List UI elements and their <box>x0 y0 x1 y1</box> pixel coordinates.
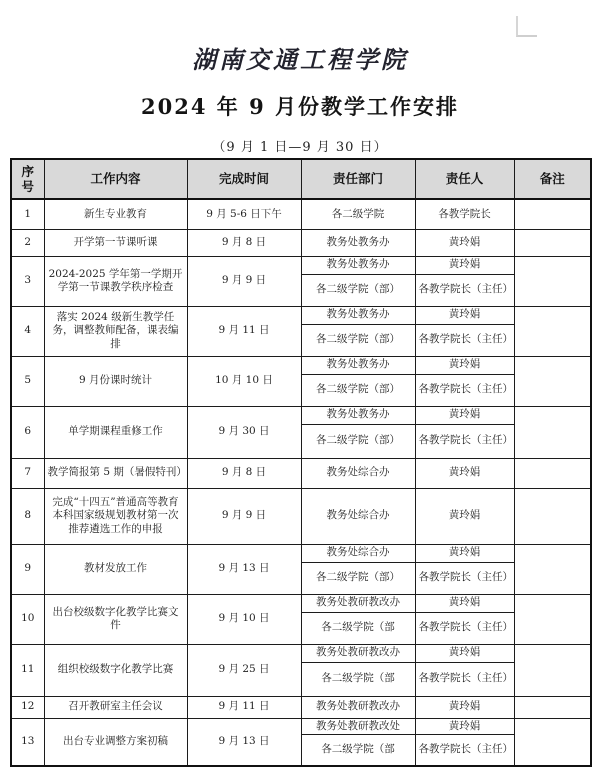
cell-remark <box>514 256 591 306</box>
table-row <box>11 544 591 562</box>
cell-person: 黄玲娟 <box>415 718 514 734</box>
cell-person: 黄玲娟 <box>415 406 514 424</box>
cell-content: 出台专业调整方案初稿 <box>44 718 187 766</box>
cell-dept: 各二级学院（部 <box>301 734 415 766</box>
table-row <box>11 488 591 544</box>
cell-content: 出台校级数字化教学比赛文件 <box>44 594 187 644</box>
cell-remark <box>514 458 591 488</box>
cell-dept: 教务处综合办 <box>301 458 415 488</box>
cell-deadline: 9 月 10 日 <box>187 594 301 644</box>
cell-dept: 教务处教务办 <box>301 356 415 374</box>
cell-person: 各教学院长（主任） <box>415 274 514 306</box>
cell-dept: 教务处教研教改处 <box>301 718 415 734</box>
cell-dept: 各二级学院（部） <box>301 562 415 594</box>
cell-person: 黄玲娟 <box>415 256 514 274</box>
col-header-deadline: 完成时间 <box>187 159 301 199</box>
cell-content: 教学简报第 5 期（暑假特刊） <box>44 458 187 488</box>
cell-remark <box>514 644 591 696</box>
cell-dept: 教务处教研教改办 <box>301 644 415 662</box>
cell-dept: 教务处教务办 <box>301 306 415 324</box>
cell-deadline: 9 月 11 日 <box>187 696 301 718</box>
cell-content: 开学第一节课听课 <box>44 229 187 256</box>
col-header-content: 工作内容 <box>44 159 187 199</box>
cell-content: 9 月份课时统计 <box>44 356 187 406</box>
cell-deadline: 9 月 13 日 <box>187 544 301 594</box>
cell-person: 各教学院长（主任） <box>415 324 514 356</box>
cell-content: 单学期课程重修工作 <box>44 406 187 458</box>
cell-person: 各教学院长（主任） <box>415 662 514 696</box>
cell-dept: 各二级学院（部 <box>301 662 415 696</box>
cell-content: 召开教研室主任会议 <box>44 696 187 718</box>
cell-person: 各教学院长（主任） <box>415 612 514 644</box>
cell-no: 13 <box>11 718 44 766</box>
table-row <box>11 256 591 274</box>
cell-no: 6 <box>11 406 44 458</box>
cell-deadline: 9 月 30 日 <box>187 406 301 458</box>
schedule-table <box>10 158 592 767</box>
table-row <box>11 229 591 256</box>
table-row <box>11 644 591 662</box>
cell-deadline: 9 月 9 日 <box>187 488 301 544</box>
table-body <box>11 199 591 766</box>
cell-no: 3 <box>11 256 44 306</box>
cell-person: 黄玲娟 <box>415 306 514 324</box>
table-row <box>11 356 591 374</box>
cell-dept: 教务处综合办 <box>301 488 415 544</box>
school-name: 湖南交通工程学院 <box>192 45 408 74</box>
table-row <box>11 458 591 488</box>
cell-person: 各教学院长 <box>415 199 514 229</box>
cell-dept: 教务处综合办 <box>301 544 415 562</box>
cell-dept: 教务处教研教改办 <box>301 594 415 612</box>
cell-deadline: 9 月 8 日 <box>187 458 301 488</box>
header-row <box>11 159 591 199</box>
cell-remark <box>514 488 591 544</box>
cell-no: 12 <box>11 696 44 718</box>
cell-person: 各教学院长（主任） <box>415 562 514 594</box>
cell-person: 黄玲娟 <box>415 229 514 256</box>
table-row <box>11 306 591 324</box>
cell-person: 各教学院长（主任） <box>415 424 514 458</box>
col-header-no: 序号 <box>11 159 44 199</box>
cell-person: 黄玲娟 <box>415 488 514 544</box>
cell-content: 教材发放工作 <box>44 544 187 594</box>
cell-dept: 各二级学院（部） <box>301 424 415 458</box>
cell-dept: 各二级学院 <box>301 199 415 229</box>
cell-person: 黄玲娟 <box>415 356 514 374</box>
cell-deadline: 9 月 8 日 <box>187 229 301 256</box>
cell-no: 10 <box>11 594 44 644</box>
table-row <box>11 594 591 612</box>
cell-remark <box>514 229 591 256</box>
cell-remark <box>514 718 591 766</box>
document-header <box>0 0 600 155</box>
table-row <box>11 696 591 718</box>
cell-remark <box>514 406 591 458</box>
cell-remark <box>514 306 591 356</box>
cell-deadline: 10 月 10 日 <box>187 356 301 406</box>
cell-content: 完成“十四五”普通高等教育本科国家级规划教材第一次推荐遴选工作的申报 <box>44 488 187 544</box>
cell-deadline: 9 月 9 日 <box>187 256 301 306</box>
cell-dept: 教务处教务办 <box>301 229 415 256</box>
cell-dept: 教务处教务办 <box>301 256 415 274</box>
cell-no: 8 <box>11 488 44 544</box>
cell-dept: 各二级学院（部 <box>301 612 415 644</box>
cell-person: 黄玲娟 <box>415 696 514 718</box>
cell-person: 黄玲娟 <box>415 644 514 662</box>
table-row <box>11 718 591 734</box>
cell-content: 2024-2025 学年第一学期开学第一节课教学秩序检查 <box>44 256 187 306</box>
col-header-remark: 备注 <box>514 159 591 199</box>
table-row <box>11 199 591 229</box>
cell-person: 黄玲娟 <box>415 544 514 562</box>
cell-content: 新生专业教育 <box>44 199 187 229</box>
cell-remark <box>514 544 591 594</box>
cell-dept: 教务处教务办 <box>301 406 415 424</box>
cell-no: 2 <box>11 229 44 256</box>
corner-mark <box>516 16 537 37</box>
cell-content: 组织校级数字化教学比赛 <box>44 644 187 696</box>
cell-no: 7 <box>11 458 44 488</box>
cell-deadline: 9 月 25 日 <box>187 644 301 696</box>
col-header-person: 责任人 <box>415 159 514 199</box>
cell-deadline: 9 月 5-6 日下午 <box>187 199 301 229</box>
cell-dept: 各二级学院（部） <box>301 324 415 356</box>
cell-dept: 各二级学院（部） <box>301 274 415 306</box>
cell-no: 9 <box>11 544 44 594</box>
cell-remark <box>514 199 591 229</box>
date-range: （9 月 1 日—9 月 30 日） <box>212 140 388 155</box>
cell-no: 5 <box>11 356 44 406</box>
cell-no: 1 <box>11 199 44 229</box>
cell-deadline: 9 月 13 日 <box>187 718 301 766</box>
col-header-dept: 责任部门 <box>301 159 415 199</box>
cell-person: 黄玲娟 <box>415 594 514 612</box>
cell-person: 各教学院长（主任） <box>415 734 514 766</box>
cell-dept: 教务处教研教改办 <box>301 696 415 718</box>
cell-no: 4 <box>11 306 44 356</box>
cell-person: 黄玲娟 <box>415 458 514 488</box>
cell-remark <box>514 356 591 406</box>
table-row <box>11 406 591 424</box>
page-title: 2024 年 9 月份教学工作安排 <box>141 94 459 119</box>
cell-deadline: 9 月 11 日 <box>187 306 301 356</box>
cell-person: 各教学院长（主任） <box>415 374 514 406</box>
cell-no: 11 <box>11 644 44 696</box>
cell-remark <box>514 696 591 718</box>
cell-remark <box>514 594 591 644</box>
cell-content: 落实 2024 级新生教学任务，调整教师配备，课表编排 <box>44 306 187 356</box>
cell-dept: 各二级学院（部） <box>301 374 415 406</box>
table-header <box>11 159 591 199</box>
